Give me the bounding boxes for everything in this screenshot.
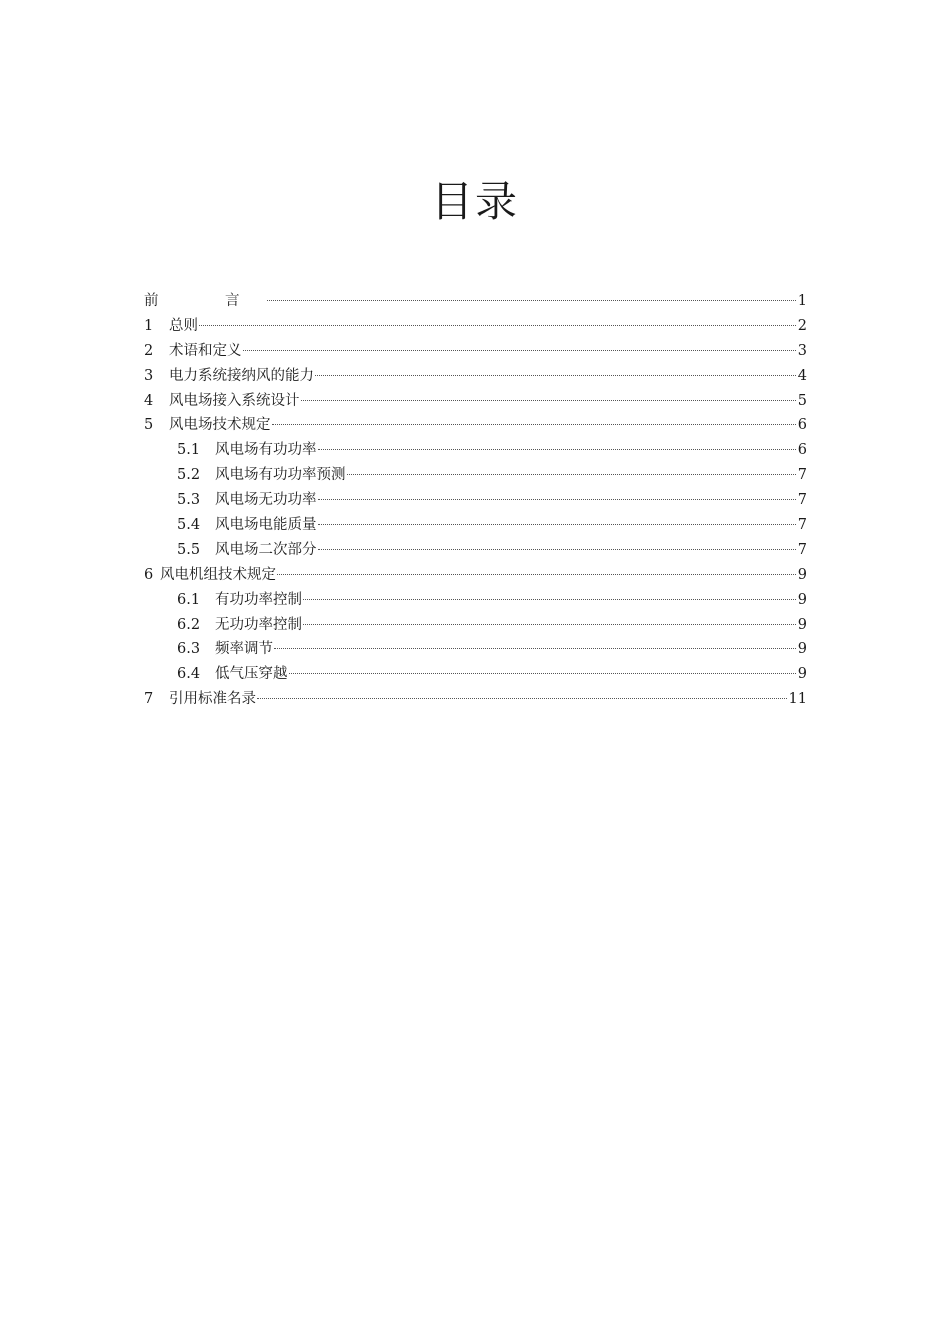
dot-leader bbox=[318, 524, 796, 525]
dot-leader bbox=[318, 449, 796, 450]
toc-entry-4[interactable] bbox=[144, 389, 807, 414]
toc-entry-page: 7 bbox=[797, 541, 807, 558]
toc-entry-number: 6.3 bbox=[177, 641, 201, 658]
toc-entry-title: 引用标准名录 bbox=[169, 691, 256, 708]
dot-leader bbox=[257, 698, 787, 699]
toc-entry-page: 2 bbox=[797, 317, 807, 334]
toc-entry-page: 9 bbox=[797, 566, 807, 583]
toc-entry-6-4[interactable] bbox=[144, 662, 807, 687]
toc-entry-number: 6.1 bbox=[177, 591, 201, 608]
toc-entry-6-3[interactable] bbox=[144, 637, 807, 662]
dot-leader bbox=[277, 574, 796, 575]
toc-entry-title: 频率调节 bbox=[215, 641, 273, 658]
toc-entry-5-2[interactable] bbox=[144, 463, 807, 488]
toc-entry-5-4[interactable] bbox=[144, 513, 807, 538]
toc-entry-title: 有功功率控制 bbox=[215, 591, 302, 608]
toc-entry-foreword[interactable] bbox=[144, 289, 807, 314]
toc-entry-page: 7 bbox=[797, 492, 807, 509]
toc-entry-number: 6 bbox=[144, 566, 154, 583]
toc-entry-title: 低气压穿越 bbox=[215, 666, 288, 683]
toc-entry-title: 术语和定义 bbox=[169, 342, 242, 359]
toc-entry-5-3[interactable] bbox=[144, 488, 807, 513]
toc-entry-6-1[interactable] bbox=[144, 588, 807, 613]
toc-entry-page: 5 bbox=[797, 392, 807, 409]
toc-entry-number: 4 bbox=[144, 392, 154, 409]
toc-entry-number: 3 bbox=[144, 367, 154, 384]
toc-entry-title: 风电场无功功率 bbox=[215, 492, 317, 509]
toc-entry-7[interactable] bbox=[144, 687, 807, 712]
toc-entry-number: 7 bbox=[144, 691, 154, 708]
table-of-contents bbox=[144, 289, 807, 712]
dot-leader bbox=[267, 300, 796, 301]
toc-entry-6[interactable] bbox=[144, 563, 807, 588]
toc-entry-page: 6 bbox=[797, 442, 807, 459]
toc-entry-number: 5.5 bbox=[177, 541, 201, 558]
dot-leader bbox=[347, 474, 796, 475]
dot-leader bbox=[272, 424, 796, 425]
toc-entry-title: 总则 bbox=[169, 317, 198, 334]
dot-leader bbox=[315, 375, 796, 376]
toc-entry-title: 风电场二次部分 bbox=[215, 541, 317, 558]
toc-entry-number: 2 bbox=[144, 342, 154, 359]
dot-leader bbox=[243, 350, 796, 351]
toc-entry-title: 前 言 bbox=[144, 293, 266, 309]
toc-entry-title: 风电场有功功率预测 bbox=[215, 467, 346, 484]
dot-leader bbox=[289, 673, 796, 674]
toc-entry-page: 7 bbox=[797, 517, 807, 534]
toc-entry-title: 风电场技术规定 bbox=[169, 417, 271, 434]
toc-entry-number: 6.4 bbox=[177, 666, 201, 683]
dot-leader bbox=[318, 499, 796, 500]
dot-leader bbox=[274, 648, 796, 649]
toc-entry-title: 电力系统接纳风的能力 bbox=[169, 367, 314, 384]
toc-entry-title: 风电场接入系统设计 bbox=[169, 392, 300, 409]
toc-entry-page: 3 bbox=[797, 342, 807, 359]
toc-entry-1[interactable] bbox=[144, 314, 807, 339]
page-title: 目录 bbox=[430, 177, 519, 226]
toc-entry-number: 1 bbox=[144, 317, 154, 334]
toc-entry-page: 7 bbox=[797, 467, 807, 484]
toc-entry-title: 风电机组技术规定 bbox=[160, 566, 276, 583]
toc-entry-number: 5 bbox=[144, 417, 154, 434]
toc-entry-title: 风电场有功功率 bbox=[215, 442, 317, 459]
toc-entry-title: 无功功率控制 bbox=[215, 616, 302, 633]
dot-leader bbox=[301, 400, 796, 401]
toc-entry-page: 4 bbox=[797, 367, 807, 384]
toc-entry-page: 9 bbox=[797, 666, 807, 683]
toc-entry-number: 5.1 bbox=[177, 442, 201, 459]
toc-entry-number: 6.2 bbox=[177, 616, 201, 633]
toc-entry-5-5[interactable] bbox=[144, 538, 807, 563]
toc-entry-page: 9 bbox=[797, 641, 807, 658]
dot-leader bbox=[303, 624, 796, 625]
toc-entry-page: 1 bbox=[797, 293, 807, 309]
dot-leader bbox=[318, 549, 796, 550]
toc-entry-5-1[interactable] bbox=[144, 438, 807, 463]
dot-leader bbox=[303, 599, 796, 600]
toc-entry-page: 11 bbox=[788, 691, 807, 708]
toc-entry-3[interactable] bbox=[144, 364, 807, 389]
toc-entry-6-2[interactable] bbox=[144, 613, 807, 638]
toc-entry-page: 9 bbox=[797, 616, 807, 633]
toc-entry-2[interactable] bbox=[144, 339, 807, 364]
toc-entry-page: 9 bbox=[797, 591, 807, 608]
dot-leader bbox=[199, 325, 796, 326]
toc-entry-number: 5.2 bbox=[177, 467, 201, 484]
toc-entry-number: 5.3 bbox=[177, 492, 201, 509]
toc-entry-page: 6 bbox=[797, 417, 807, 434]
toc-entry-5[interactable] bbox=[144, 413, 807, 438]
toc-entry-number: 5.4 bbox=[177, 517, 201, 534]
toc-entry-title: 风电场电能质量 bbox=[215, 517, 317, 534]
